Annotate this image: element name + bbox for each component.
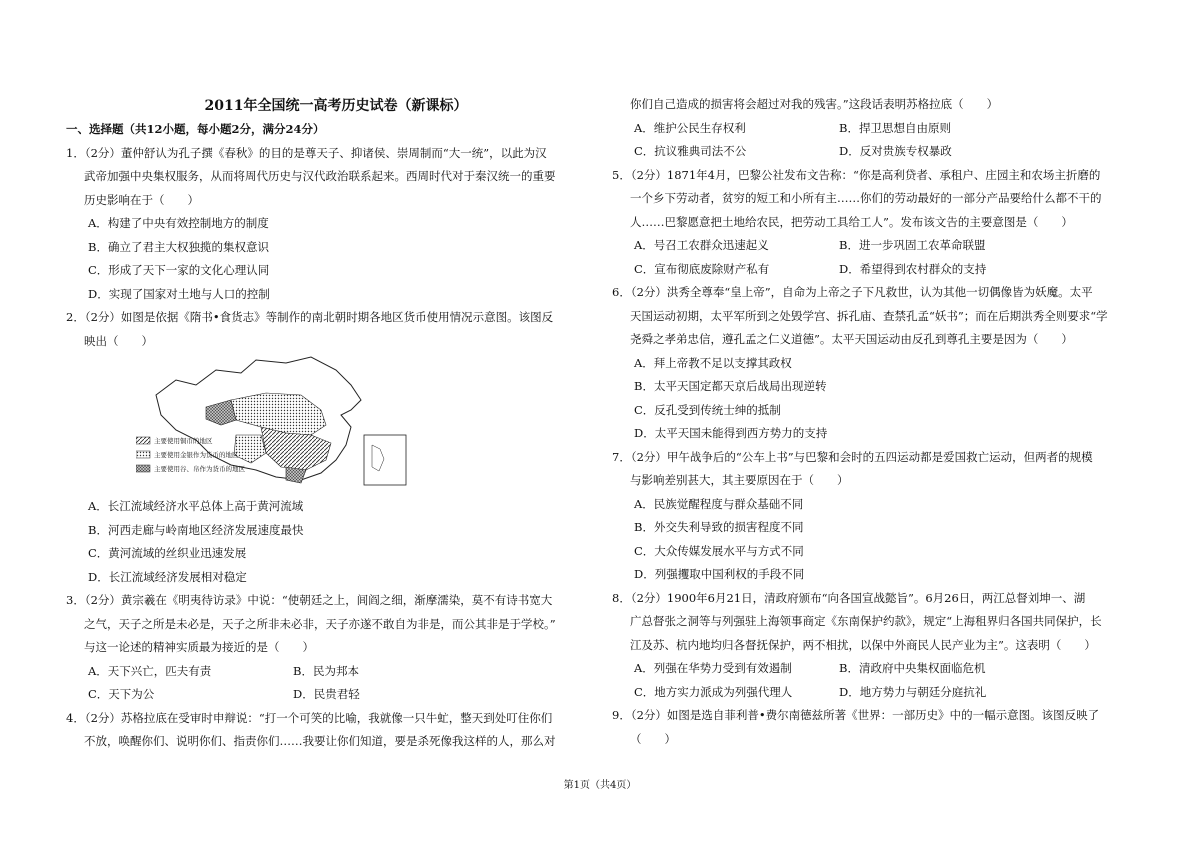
q5-option-c: C．宣布彻底废除财产私有 <box>634 261 770 276</box>
q5-options-row-2 <box>612 258 1172 282</box>
q9-line-2: （ ） <box>630 731 676 746</box>
q1-option-c: C．形成了天下一家的文化心理认同 <box>88 263 270 277</box>
q3-option-c: C．天下为公 <box>88 687 155 701</box>
q7-option-a: A．民族觉醒程度与群众基础不同 <box>634 496 804 511</box>
q5-line-1: 5．（2分）1871年4月，巴黎公社发布文告称：“你是高利贷者、承租户、庄园主和农场主折磨的 <box>612 167 1101 182</box>
q5-option-b: B．进一步巩固工农革命联盟 <box>839 238 986 252</box>
q6-line-3: 尧舜之孝弟忠信，遵孔孟之仁义道德”。太平天国运动由反孔到尊孔主要是因为（ ） <box>630 332 1073 346</box>
q4-line-3: 你们自己造成的损害将会超过对我的残害。”这段话表明苏格拉底（ ） <box>630 97 999 111</box>
q3-options-row-2 <box>66 683 606 707</box>
q3-option-b: B．民为邦本 <box>293 663 359 678</box>
q8-option-d: D．地方势力与朝廷分庭抗礼 <box>839 684 987 699</box>
q3-line-1: 3．（2分）黄宗羲在《明夷待访录》中说：“使朝廷之上，闾阎之细，渐摩濡染，莫不有诗书宽大 <box>66 593 553 607</box>
q6-line-2: 天国运动初期，太平军所到之处毁学宫、拆孔庙、查禁孔孟“妖书”；而在后期洪秀全则要求“学 <box>630 308 1108 323</box>
q2-line-1: 2．（2分）如图是依据《隋书•食货志》等制作的南北朝时期各地区货币使用情况示意图。该图反 <box>66 310 554 324</box>
q8-options-row-2 <box>612 681 1172 705</box>
q6-option-a: A．拜上帝教不足以支撑其政权 <box>634 355 792 370</box>
q1-line-3: 历史影响在于（ ） <box>84 192 199 207</box>
q1-option-a: A．构建了中央有效控制地方的制度 <box>88 216 269 230</box>
q6-line-1: 6．（2分）洪秀全尊奉“皇上帝”，自命为上帝之子下凡救世，认为其他一切偶像皆为妖魔。太平 <box>612 285 1093 299</box>
q4-line-2: 不放，唤醒你们、说明你们、指责你们……我要让你们知道，要是杀死像我这样的人，那么对 <box>84 734 556 748</box>
page-footer: 第1页（共4页） <box>563 780 637 791</box>
q8-option-a: A．列强在华势力受到有效遏制 <box>634 661 792 675</box>
q7-line-1: 7．（2分）甲午战争后的“公车上书”与巴黎和会时的五四运动都是爱国救亡运动，但两者的规模 <box>612 449 1093 464</box>
q7-option-d: D．列强攫取中国利权的手段不同 <box>634 567 805 581</box>
q8-option-c: C．地方实力派成为列强代理人 <box>634 684 793 699</box>
q7-line-2: 与影响差别甚大，其主要原因在于（ ） <box>630 473 849 487</box>
q2-option-d: D．长江流域经济发展相对稳定 <box>88 569 247 584</box>
q2-option-b: B．河西走廊与岭南地区经济发展速度最快 <box>88 522 304 537</box>
q3-line-3: 与这一论述的精神实质最为接近的是（ ） <box>84 640 314 654</box>
q4-option-b: B．捍卫思想自由原则 <box>839 120 951 135</box>
q8-line-2: 广总督张之洞等与列强驻上海领事商定《东南保护约款》，规定“上海租界归各国共同保护，长 <box>630 614 1102 628</box>
q3-option-a: A．天下兴亡，匹夫有责 <box>88 663 212 678</box>
q5-option-d: D．希望得到农村群众的支持 <box>839 261 987 276</box>
q3-line-2: 之气，天子之所是未必是，天子之所非未必非，天子亦遂不敢自为非是，而公其非是于学校。” <box>84 616 556 631</box>
q7-option-b: B．外交失利导致的损害程度不同 <box>634 520 804 534</box>
q4-option-a: A．维护公民生存权利 <box>634 120 746 135</box>
q5-line-3: 人……巴黎愿意把土地给农民，把劳动工具给工人”。发布该文告的主要意图是（ ） <box>630 214 1073 229</box>
left-column <box>66 118 606 754</box>
q2-option-a: A．长江流域经济水平总体上高于黄河流域 <box>88 499 304 513</box>
currency-map-figure <box>136 355 436 491</box>
section-heading: 一、选择题（共12小题，每小题2分，满分24分） <box>66 122 325 136</box>
q6-option-c: C．反孔受到传统士绅的抵制 <box>634 402 781 417</box>
q4-options-row-1 <box>612 117 1172 141</box>
q4-line-1: 4．（2分）苏格拉底在受审时申辩说：“打一个可笑的比喻，我就像一只牛虻，整天到处叮住你们 <box>66 710 553 725</box>
legend-item-1: 主要使用铜币的地区 <box>154 437 213 445</box>
q9-line-1: 9．（2分）如图是选自菲利普•费尔南德兹所著《世界：一部历史》中的一幅示意图。该图反映了 <box>612 708 1100 722</box>
q5-option-a: A．号召工农群众迅速起义 <box>634 238 769 252</box>
q4-option-d: D．反对贵族专权暴政 <box>839 144 952 158</box>
q3-options-row-1 <box>66 660 606 684</box>
legend-item-3: 主要使用谷、帛作为货币的地区 <box>154 465 245 473</box>
q4-options-row-2 <box>612 140 1172 164</box>
q7-option-c: C．大众传媒发展水平与方式不同 <box>634 543 804 558</box>
q1-option-d: D．实现了国家对土地与人口的控制 <box>88 286 270 301</box>
q8-options-row-1 <box>612 657 1172 681</box>
q1-line-2: 武帝加强中央集权服务，从而将周代历史与汉代政治联系起来。西周时代对于秦汉统一的重要 <box>84 169 556 183</box>
right-column <box>612 93 1172 751</box>
q2-line-2: 映出（ ） <box>84 333 153 348</box>
q5-options-row-1 <box>612 234 1172 258</box>
legend-item-2: 主要使用金银作为货币的地区 <box>154 451 239 459</box>
q6-option-d: D．太平天国未能得到西方势力的支持 <box>634 426 828 440</box>
q1-option-b: B．确立了君主大权独揽的集权意识 <box>88 239 269 254</box>
q5-line-2: 一个乡下劳动者，贫穷的短工和小所有主……你们的劳动最好的一部分产品要给什么都不干的 <box>630 191 1102 205</box>
q1-line-1: 1．（2分）董仲舒认为孔子撰《春秋》的目的是尊天子、抑诸侯、崇周制而“大一统”，以此为汉 <box>66 145 547 160</box>
china-map-image <box>136 355 436 491</box>
q6-option-b: B．太平天国定都天京后战局出现逆转 <box>634 379 827 393</box>
q8-line-1: 8．（2分）1900年6月21日，清政府颁布“向各国宣战懿旨”。6月26日，两江总督刘坤一、湖 <box>612 590 1086 605</box>
q4-option-c: C．抗议雅典司法不公 <box>634 144 747 158</box>
q3-option-d: D．民贵君轻 <box>293 687 360 701</box>
q2-option-c: C．黄河流域的丝织业迅速发展 <box>88 546 247 560</box>
q8-option-b: B．清政府中央集权面临危机 <box>839 661 986 675</box>
exam-title: 2011年全国统一高考历史试卷（新课标） <box>204 98 468 114</box>
q8-line-3: 江及苏、杭内地均归各督抚保护，两不相扰，以保中外商民人民产业为主”。这表明（ ） <box>630 637 1096 652</box>
